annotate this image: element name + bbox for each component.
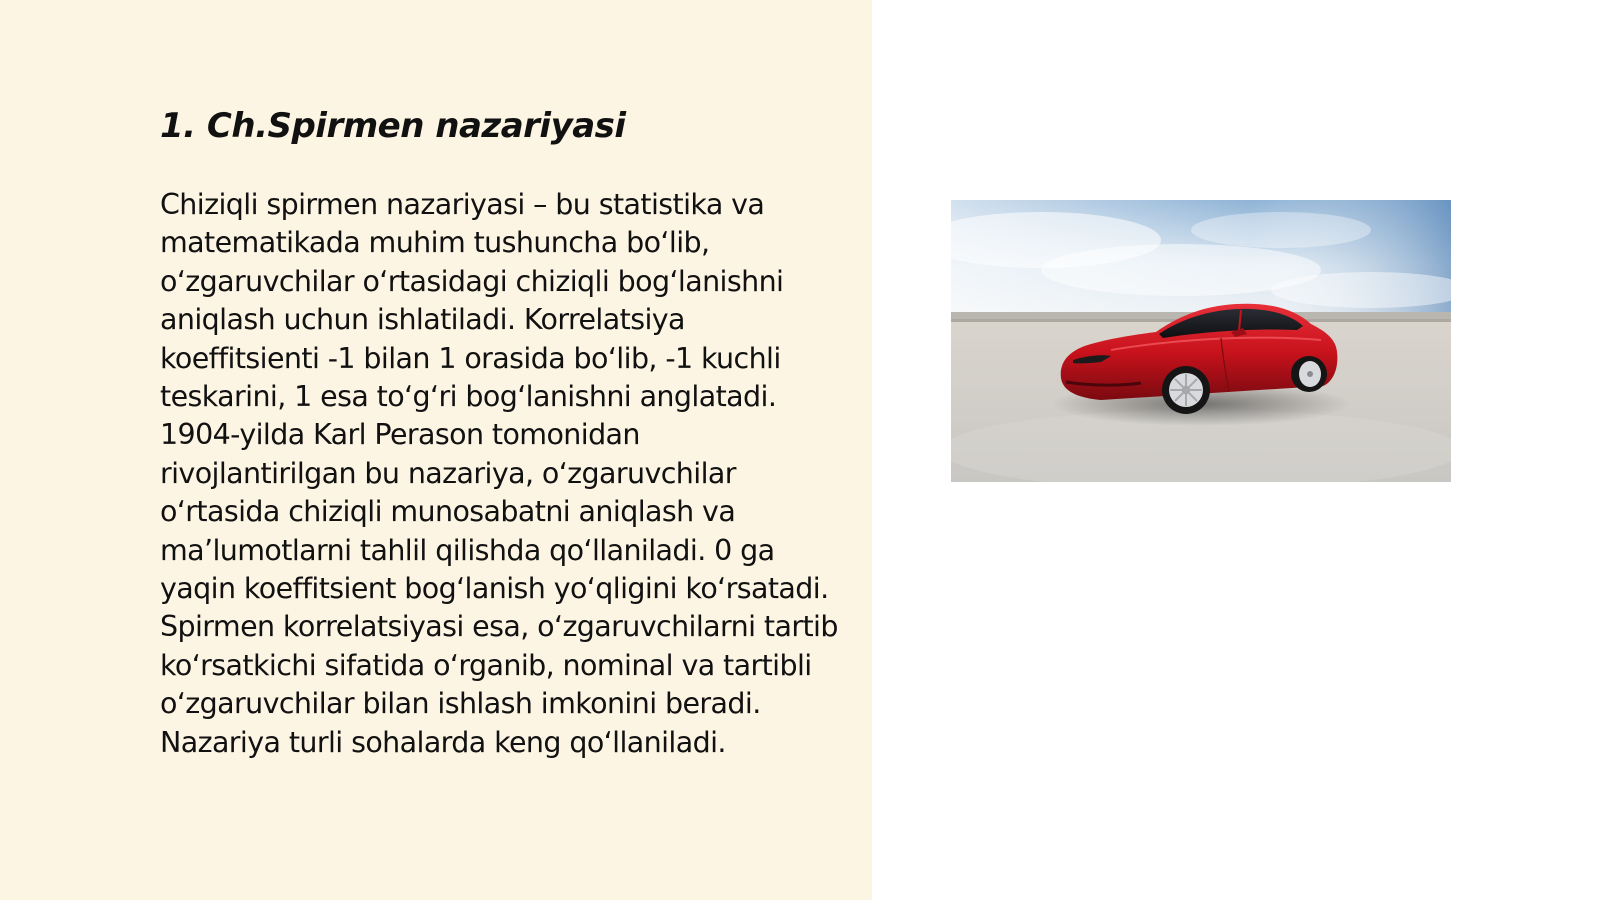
red-car-photo bbox=[951, 200, 1451, 482]
slide-title: 1. Ch.Spirmen nazariyasi bbox=[160, 106, 626, 146]
slide-body-text: Chiziqli spirmen nazariyasi – bu statistika va matematikada muhim tushuncha boʻlib, oʻzgaruvchilar oʻrtasidagi chiziqli bogʻlanishni aniqlash uchun ishlatiladi. Korrelatsiya koeffitsienti -1 bilan 1 orasida boʻlib, -1 kuchli teskarini, 1 esa toʻgʻri bogʻlanishni anglatadi. 1904-yilda Karl Perason tomonidan rivojlantirilgan bu nazariya, oʻzgaruvchilar oʻrtasida chiziqli munosabatni aniqlash va maʼlumotlarni tahlil qilishda qoʻllaniladi. 0 ga yaqin koeffitsient bogʻlanish yoʻqligini koʻrsatadi. Spirmen korrelatsiyasi esa, oʻzgaruvchilarni tartib koʻrsatkichi sifatida oʻrganib, nominal va tartibli oʻzgaruvchilar bilan ishlash imkonini beradi. Nazariya turli sohalarda keng qoʻllaniladi. bbox=[160, 188, 838, 759]
